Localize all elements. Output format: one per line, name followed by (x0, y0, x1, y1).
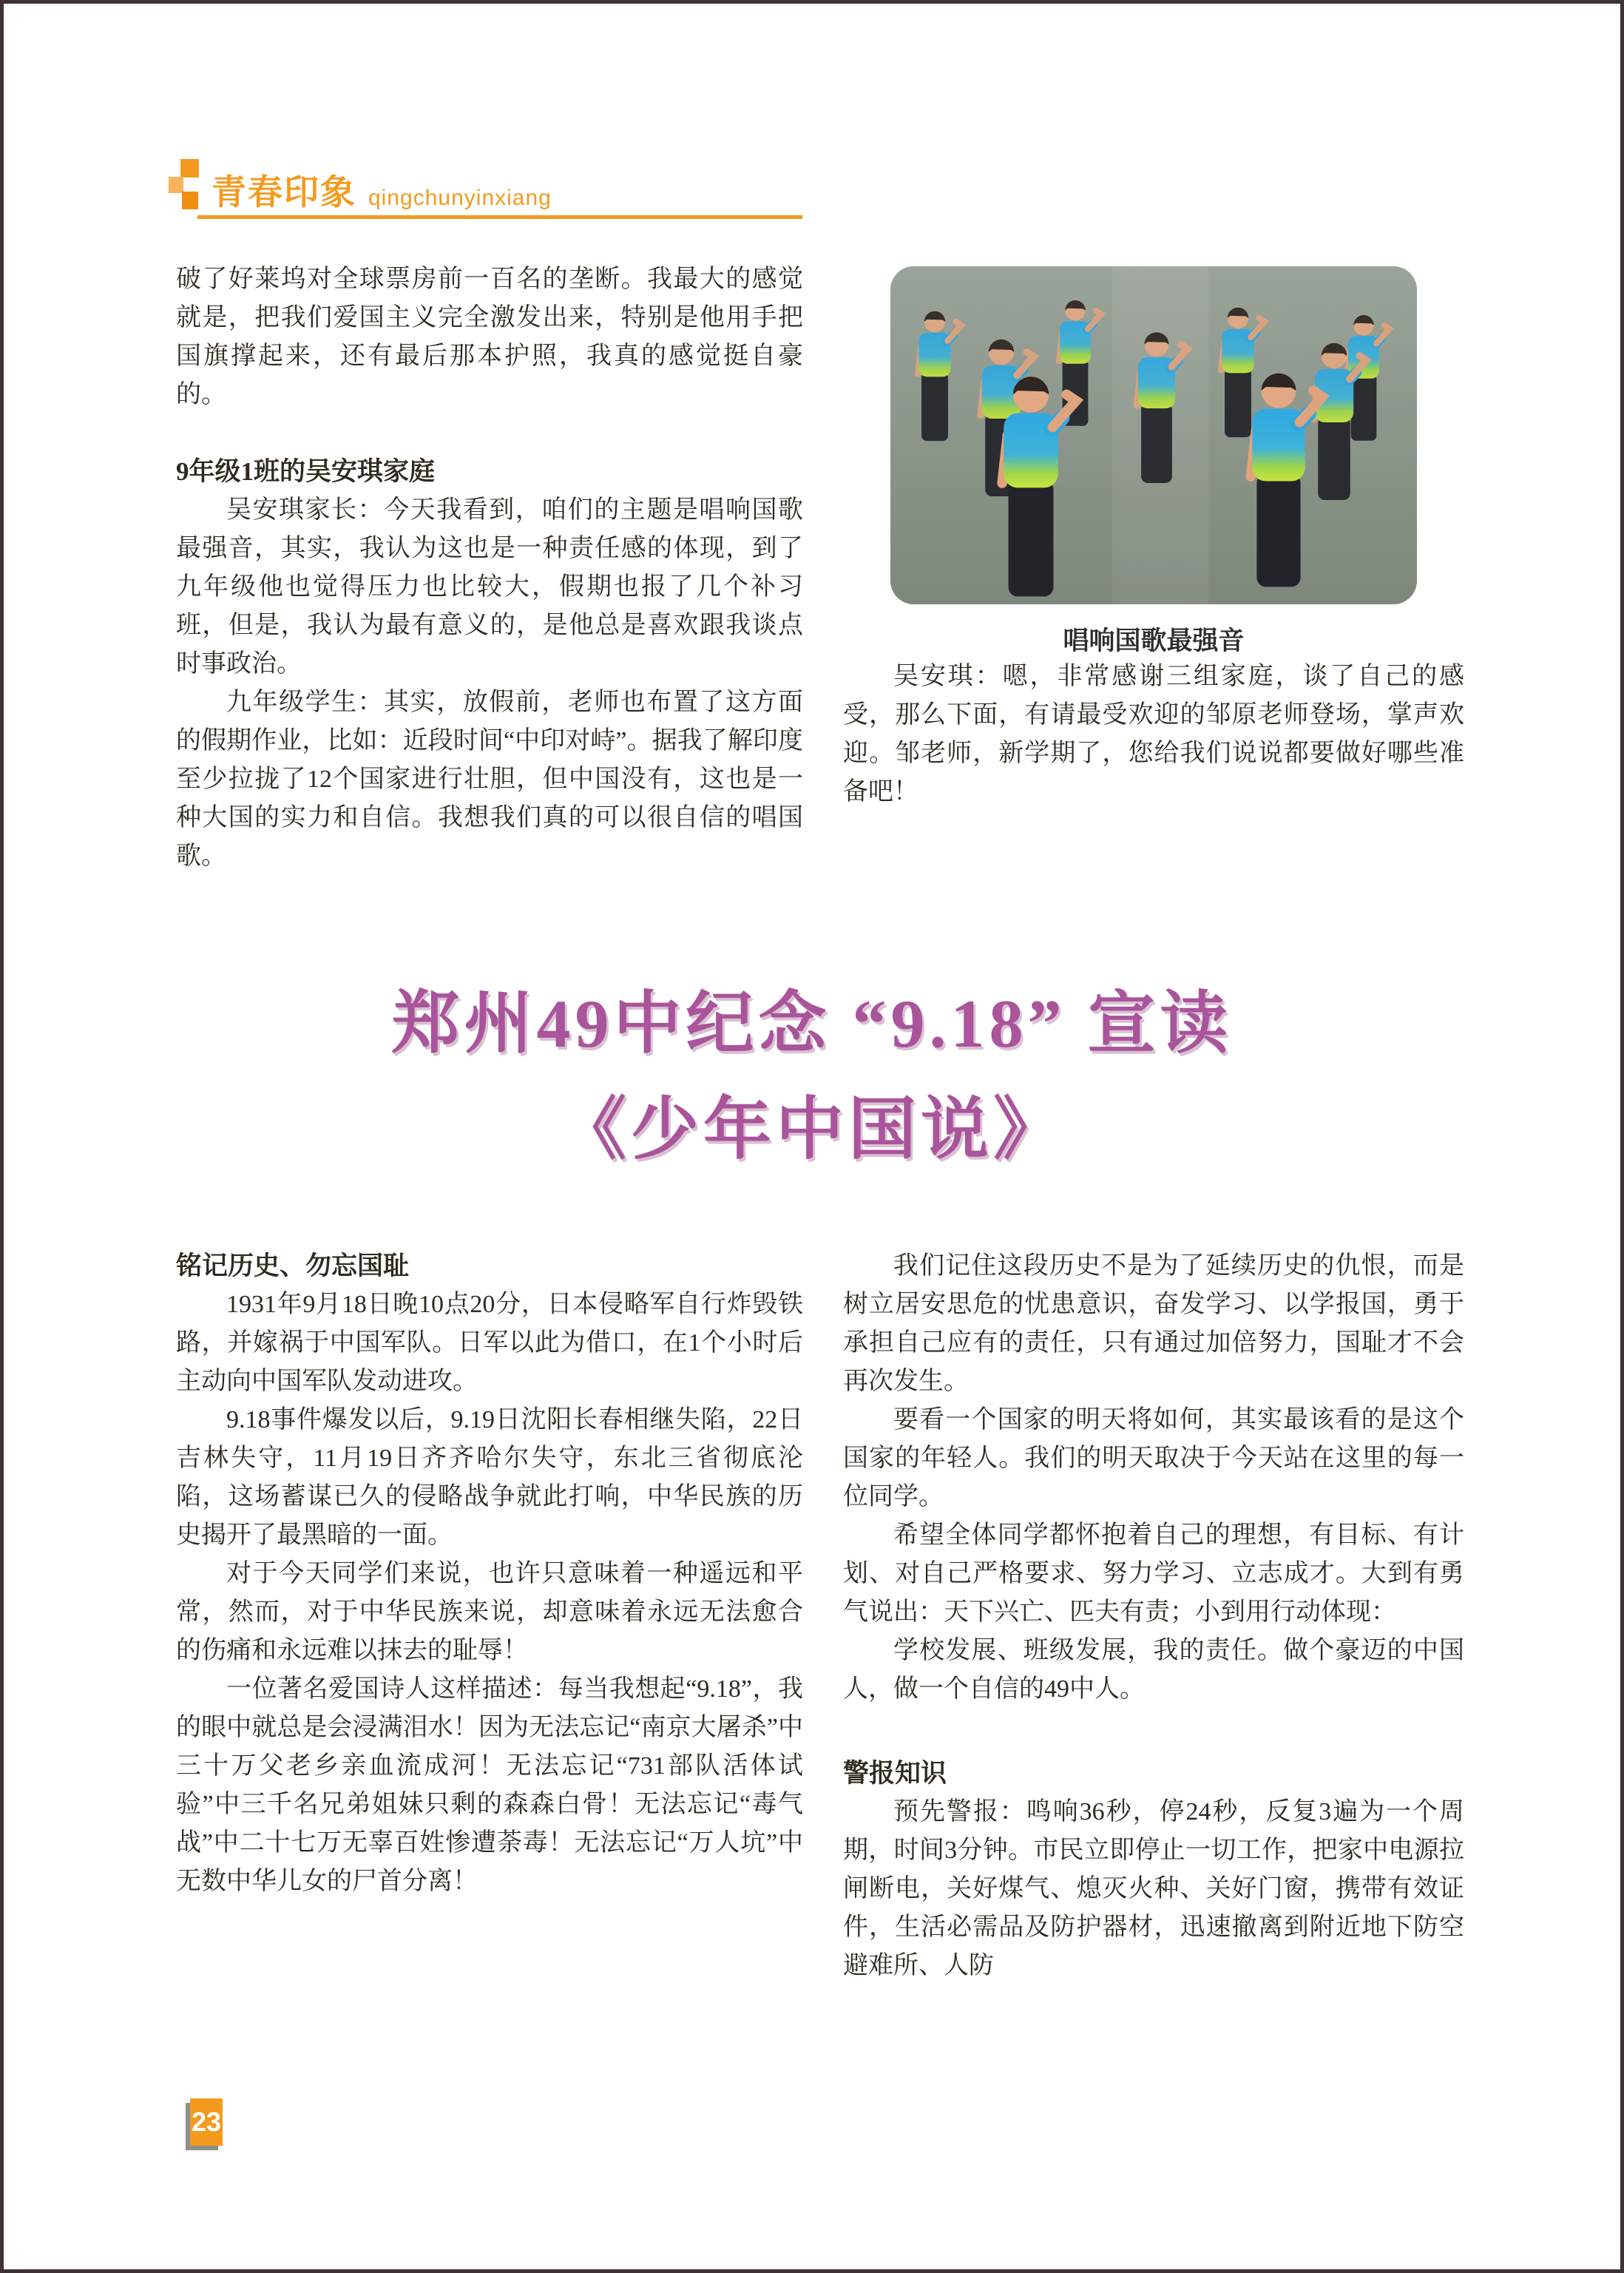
bottom-left-column (176, 1247, 803, 1985)
photo-illustration (890, 266, 1417, 604)
bottom-right-column (843, 1247, 1464, 1985)
page-number-badge: 23 (190, 2098, 223, 2146)
bottom-columns (176, 1247, 1464, 1985)
top-right-column (843, 260, 1464, 876)
brand-square-bottom (182, 192, 198, 209)
top-columns (176, 260, 1464, 876)
family-heading: 9年级1班的吴安琪家庭 (176, 457, 436, 486)
reflection-paragraph-3: 希望全体同学都怀抱着自己的理想，有目标、有计划、对自己严格要求、努力学习、立志成才。大到有勇气说出：天下兴亡、匹夫有责；小到用行动体现： (843, 1521, 1464, 1627)
history-paragraph-1: 1931年9月18日晚10点20分，日本侵略军自行炸毁铁路，并嫁祸于中国军队。日军以此为借口，在1个小时后主动向中国军队发动进攻。 (176, 1291, 803, 1396)
remember-history-heading: 铭记历史、勿忘国耻 (176, 1252, 410, 1281)
student-speech-paragraph: 九年级学生：其实，放假前，老师也布置了这方面的假期作业，比如：近段时间“中印对峙”。据我了解印度至少拉拢了12个国家进行壮胆，但中国没有，这也是一种大国的实力和自信。我想我们真的可以很自信的唱国歌。 (176, 689, 803, 870)
history-paragraph-4: 一位著名爱国诗人这样描述：每当我想起“9.18”，我的眼中就总是会浸满泪水！因为无法忘记“南京大屠杀”中三十万父老乡亲血流成河！无法忘记“731部队活体试验”中三千名兄弟姐妹只剩的森森白骨！无法忘记“毒气战”中二十七万无辜百姓惨遭荼毒！无法忘记“万人坑”中无数中华儿女的尸首分离！ (176, 1675, 803, 1896)
header-underline (197, 215, 802, 219)
host-speech-paragraph: 吴安琪：嗯，非常感谢三组家庭，谈了自己的感受，那么下面，有请最受欢迎的邹原老师登场，掌声欢迎。邹老师，新学期了，您给我们说说都要做好哪些准备吧！ (843, 663, 1464, 805)
brand-squares-icon (169, 159, 201, 211)
column-title-pinyin: qingchunyinxiang (368, 186, 552, 210)
feature-title-line1: 郑州49中纪念 “9.18” 宣读 (391, 986, 1233, 1061)
feature-title-line2: 《少年中国说》 (558, 1092, 1066, 1168)
history-paragraph-3: 对于今天同学们来说，也许只意味着一种遥远和平常，然而，对于中华民族来说，却意味着永远无法愈合的伤痛和永远难以抹去的耻辱！ (176, 1560, 803, 1665)
photo-caption: 唱响国歌最强音 (1063, 626, 1245, 655)
top-left-column (176, 260, 803, 876)
feature-title (4, 987, 1620, 1167)
intro-paragraph: 破了好莱坞对全球票房前一百名的垄断。我最大的感觉就是，把我们爱国主义完全激发出来，特别是他用手把国旗撑起来，还有最后那本护照，我真的感觉挺自豪的。 (176, 266, 803, 408)
reflection-paragraph-1: 我们记住这段历史不是为了延续历史的仇恨，而是树立居安思危的忧患意识，奋发学习、以学报国，勇于承担自己应有的责任，只有通过加倍努力，国耻才不会再次发生。 (843, 1252, 1464, 1396)
brand-square-middle (169, 177, 183, 193)
alarm-paragraph: 预先警报：鸣响36秒，停24秒，反复3遍为一个周期，时间3分钟。市民立即停止一切工作，把家中电源拉闸断电，关好煤气、熄灭火种、关好门窗，携带有效证件，生活必需品及防护器材，迅速撤离到附近地下防空避难所、人防 (843, 1798, 1464, 1980)
alarm-knowledge-heading: 警报知识 (843, 1759, 947, 1789)
section-header (169, 159, 1620, 211)
column-title: 青春印象 (212, 172, 356, 212)
history-paragraph-2: 9.18事件爆发以后，9.19日沈阳长春相继失陷，22日吉林失守，11月19日齐齐哈尔失守，东北三省彻底沦陷，这场蓄谋已久的侵略战争就此打响，中华民族的历史揭开了最黑暗的一面。 (176, 1406, 803, 1550)
parent-speech-paragraph: 吴安琪家长：今天我看到，咱们的主题是唱响国歌最强音，其实，我认为这也是一种责任感的体现，到了九年级他也觉得压力也比较大，假期也报了几个补习班，但是，我认为最有意义的，是他总是喜欢跟我谈点时事政治。 (176, 496, 803, 678)
reflection-paragraph-2: 要看一个国家的明天将如何，其实最该看的是这个国家的年轻人。我们的明天取决于今天站在这里的每一位同学。 (843, 1406, 1464, 1511)
brand-square-top (180, 159, 199, 178)
reflection-paragraph-4: 学校发展、班级发展，我的责任。做个豪迈的中国人，做一个自信的49中人。 (843, 1637, 1464, 1703)
students-saluting-photo (890, 266, 1417, 604)
